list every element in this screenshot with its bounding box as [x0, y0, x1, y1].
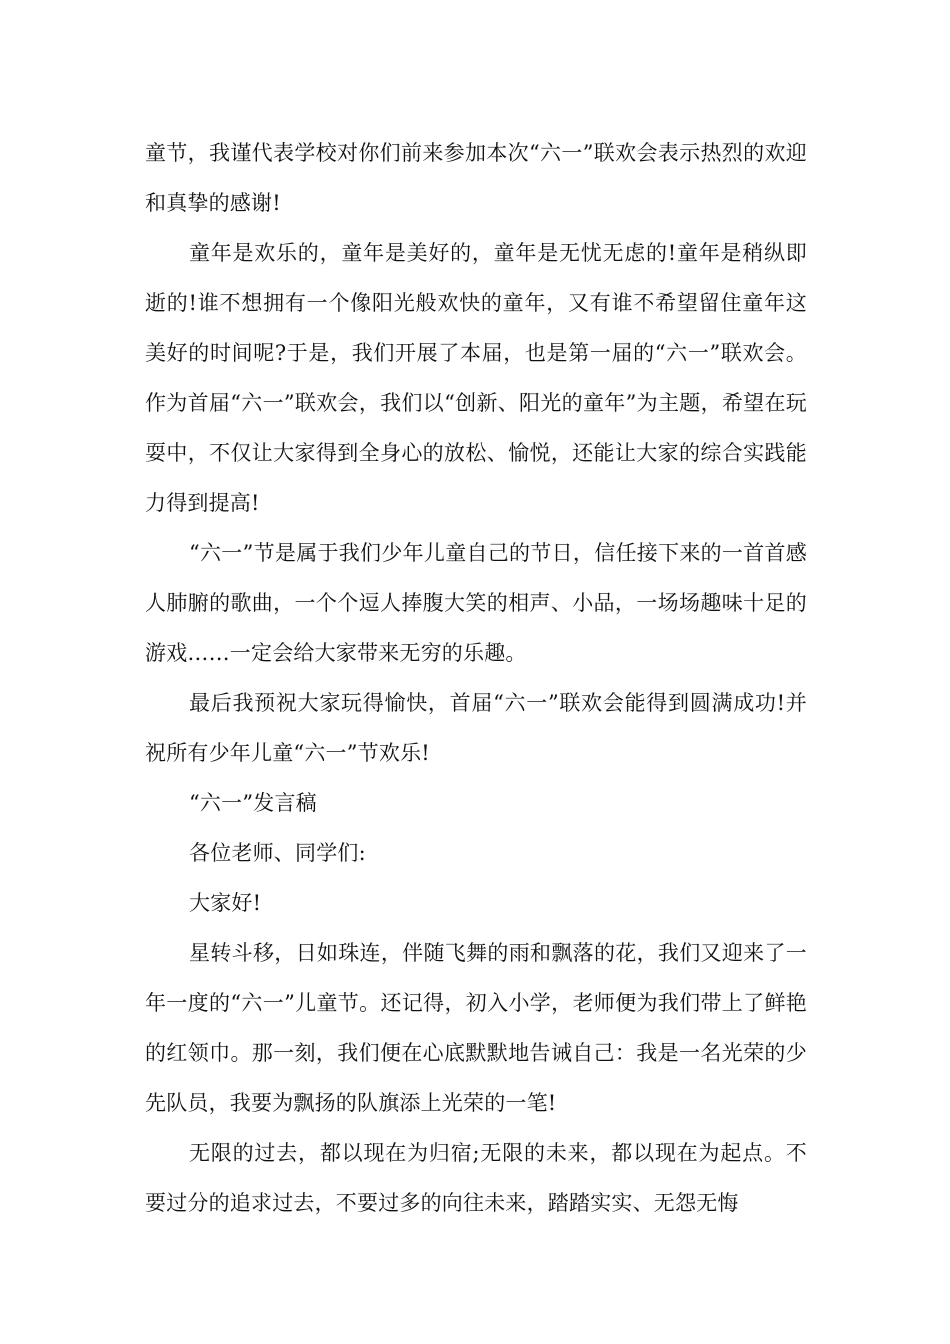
paragraph-2: 童年是欢乐的，童年是美好的，童年是无忧无虑的!童年是稍纵即逝的!谁不想拥有一个像阳光般欢快的童年，又有谁不希望留住童年这美好的时间呢?于是，我们开展了本届，也是第一届的“六一”联欢会。作为首届“六一”联欢会，我们以“创新、阳光的童年”为主题，希望在玩耍中，不仅让大家得到全身心的放松、愉悦，还能让大家的综合实践能力得到提高! — [145, 241, 807, 515]
paragraph-3: “六一”节是属于我们少年儿童自己的节日，信任接下来的一首首感人肺腑的歌曲，一个个逗人捧腹大笑的相声、小品，一场场趣味十足的游戏……一定会给大家带来无穷的乐趣。 — [145, 541, 807, 665]
paragraph-4: 最后我预祝大家玩得愉快，首届“六一”联欢会能得到圆满成功!并祝所有少年儿童“六一”节欢乐! — [145, 691, 807, 765]
paragraph-6: 无限的过去，都以现在为归宿;无限的未来，都以现在为起点。不要过分的追求过去，不要过多的向往未来，踏踏实实、无怨无悔 — [145, 1141, 807, 1215]
salutation: 各位老师、同学们: — [189, 841, 366, 865]
document-body — [145, 128, 807, 1228]
paragraph-1: 童节，我谨代表学校对你们前来参加本次“六一”联欢会表示热烈的欢迎和真挚的感谢! — [145, 141, 807, 215]
speech-title: “六一”发言稿 — [189, 791, 317, 815]
greeting: 大家好! — [189, 891, 262, 915]
paragraph-5: 星转斗移，日如珠连，伴随飞舞的雨和飘落的花，我们又迎来了一年一度的“六一”儿童节。还记得，初入小学，老师便为我们带上了鲜艳的红领巾。那一刻，我们便在心底默默地告诫自己：我是一名光荣的少先队员，我要为飘扬的队旗添上光荣的一笔! — [145, 941, 807, 1115]
